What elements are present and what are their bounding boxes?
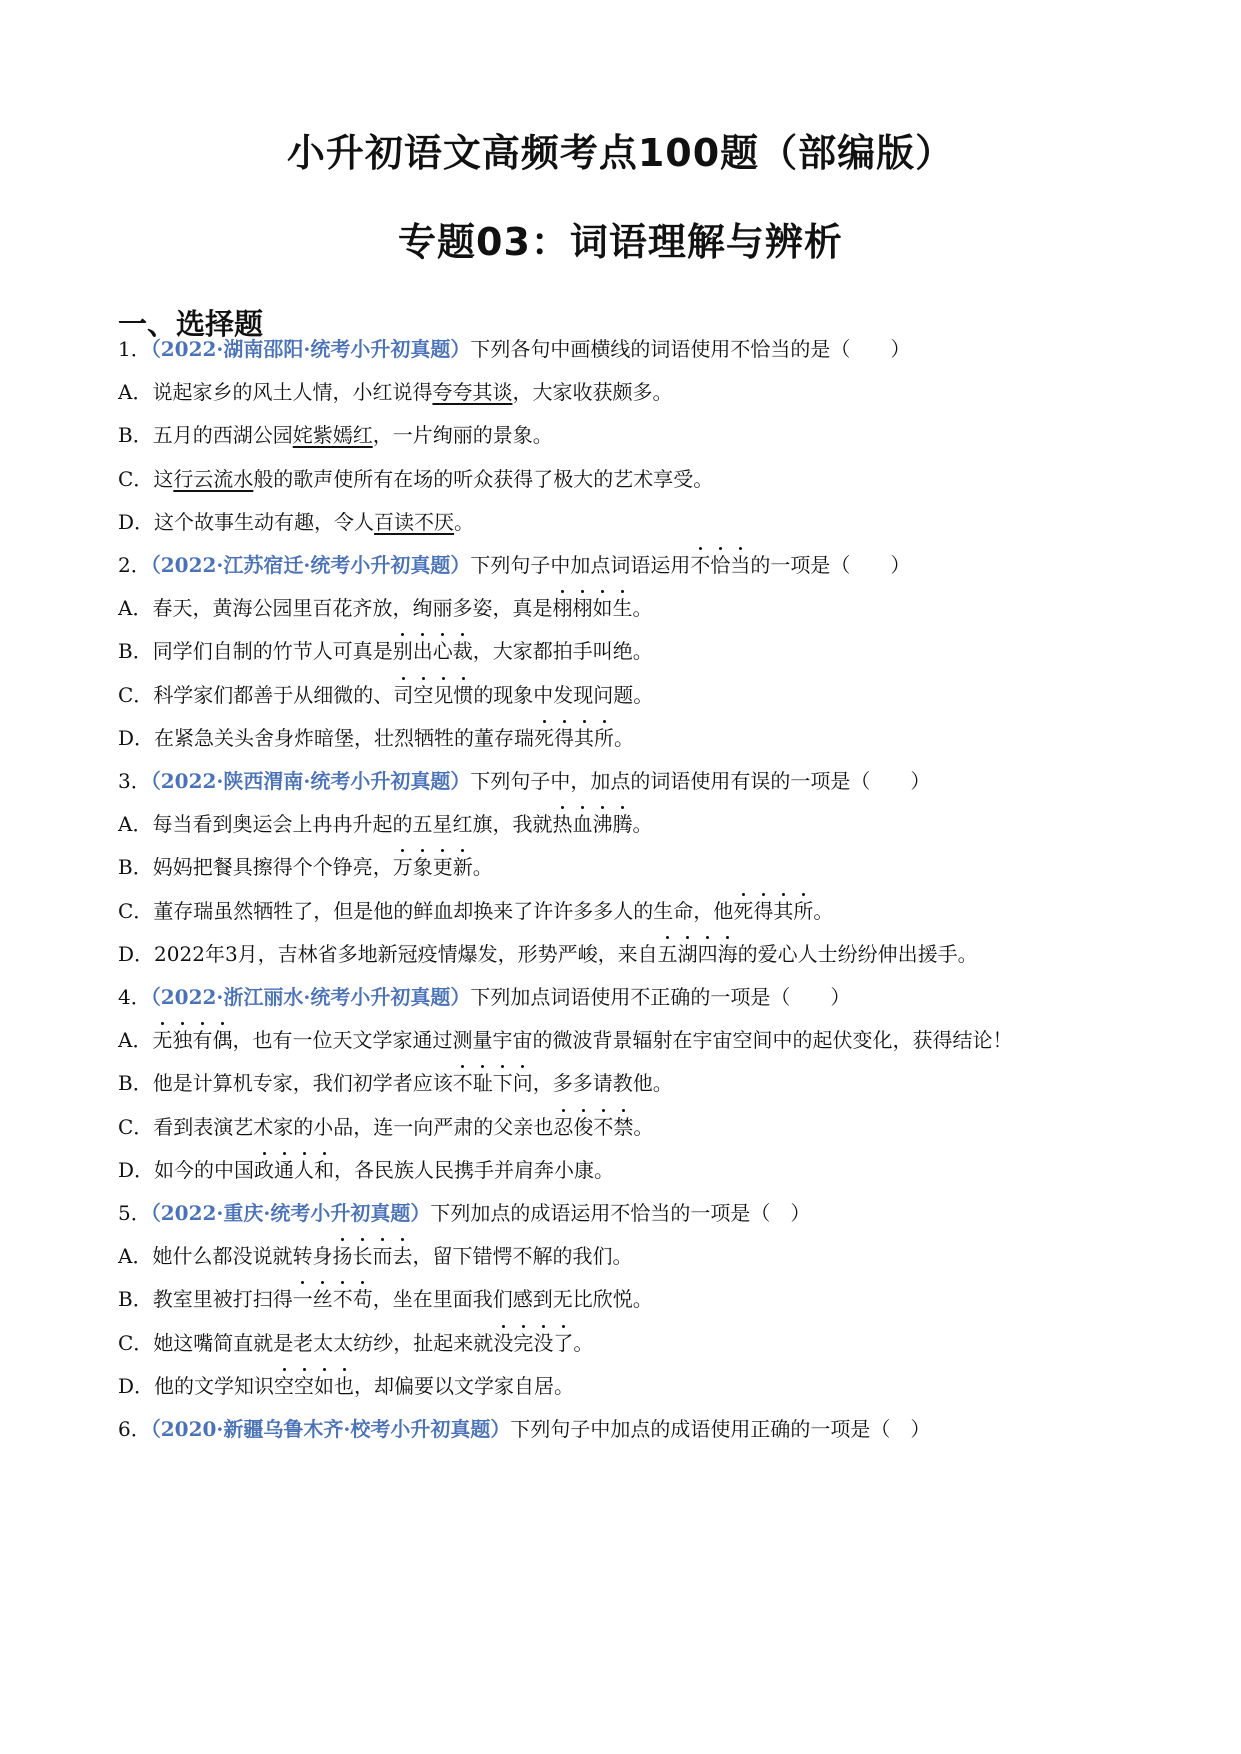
answer-option: [118, 1155, 614, 1185]
answer-option: [118, 680, 653, 710]
question-text: 下列加点词语使用不正确的一项是（ ）: [470, 985, 851, 1009]
emphasis-dot-char: 栩: [552, 596, 573, 621]
answer-option: [118, 377, 672, 407]
answer-option: [118, 636, 653, 666]
emphasis-dot-char: 司: [393, 682, 414, 707]
dotted-phrase: [553, 1115, 633, 1139]
emphasis-dot-char: 万: [392, 855, 413, 880]
answer-option: [118, 1241, 632, 1271]
dotted-phrase: [274, 1374, 354, 1398]
emphasis-dot-char: 俊: [573, 1114, 594, 1139]
emphasis-dot-char: 去: [392, 1244, 413, 1269]
option-label: B．: [118, 855, 153, 880]
option-label: B．: [118, 639, 153, 664]
option-text: 他的文学知识: [154, 1373, 275, 1398]
dotted-phrase: [534, 726, 614, 750]
emphasis-dot-char: 所: [793, 898, 814, 923]
option-label: A．: [118, 380, 153, 405]
option-text: ，各民族人民携手并肩奔小康。: [334, 1157, 615, 1182]
option-text: 董存瑞虽然牺牲了，但是他的鲜血却换来了许许多多人的生命，他: [153, 898, 734, 923]
option-text: ，多多请教他。: [532, 1071, 673, 1096]
option-label: B．: [118, 1071, 153, 1096]
emphasis-dot-char: 恰: [710, 553, 731, 577]
emphasis-dot-char: 空: [274, 1373, 295, 1398]
option-text: 。: [454, 509, 475, 534]
answer-option: [118, 852, 493, 882]
option-label: C．: [118, 682, 154, 707]
emphasis-dot-char: 不: [452, 1071, 473, 1096]
option-text: 说起家乡的风土人情，小红说得: [152, 380, 433, 405]
document-title: 小升初语文高频考点100题（部编版）: [286, 131, 955, 175]
emphasis-dot-char: 苟: [352, 1287, 373, 1312]
document-subtitle: 专题03：词语理解与辨析: [398, 220, 843, 264]
option-text: 的现象中发现问题。: [473, 682, 654, 707]
emphasis-dot-char: 扬: [332, 1244, 353, 1269]
option-text: ，一片绚丽的景象。: [372, 423, 553, 448]
underlined-phrase: 百读不厌: [374, 509, 455, 534]
question-stem: [118, 550, 910, 580]
emphasis-dot-char: 心: [432, 639, 453, 664]
question-stem: [118, 1414, 930, 1444]
question-source: （2022·重庆·统考小升初真题）: [150, 1201, 431, 1225]
option-label: D．: [118, 941, 155, 966]
answer-option: [118, 420, 553, 450]
emphasis-dot-char: 所: [594, 725, 615, 750]
question-source: （2022·陕西渭南·统考小升初真题）: [150, 769, 471, 793]
option-label: C．: [118, 1330, 154, 1355]
option-text: 她这嘴简直就是老太太纺纱，扯起来就: [153, 1330, 494, 1355]
option-text: ，却偏要以文学家自居。: [354, 1373, 575, 1398]
emphasis-dot-char: 独: [172, 1028, 193, 1053]
question-text: 下列各句中画横线的词语使用不恰当的是（ ）: [470, 337, 911, 361]
option-text: 春天，黄海公园里百花齐放，绚丽多姿，真是: [152, 596, 553, 621]
option-text: ，留下错愕不解的我们。: [412, 1244, 633, 1269]
option-text: 。: [614, 725, 635, 750]
emphasis-dot-char: 出: [412, 639, 433, 664]
question-source: （2022·江苏宿迁·统考小升初真题）: [150, 553, 471, 577]
option-text: 。: [573, 1330, 594, 1355]
answer-option: [118, 1068, 673, 1098]
emphasis-dot-char: 别: [392, 639, 413, 664]
emphasis-dot-char: 没: [493, 1330, 514, 1355]
option-text: 每当看到奥运会上冉冉升起的五星红旗，我就: [152, 812, 553, 837]
option-label: A．: [118, 1244, 153, 1269]
emphasis-dot-char: 生: [612, 596, 633, 621]
option-text: 2022年3月，吉林省多地新冠疫情爆发，形势严峻，来自: [154, 941, 658, 966]
option-label: C．: [118, 898, 154, 923]
emphasis-dot-char: 惯: [453, 682, 474, 707]
emphasis-dot-char: 不: [332, 1287, 353, 1312]
emphasis-dot-char: 不: [690, 553, 711, 577]
dotted-phrase: [293, 1287, 373, 1311]
option-text: 同学们自制的竹节人可真是: [152, 639, 393, 664]
option-text: 。: [472, 855, 493, 880]
emphasis-dot-char: 通: [274, 1157, 295, 1182]
question-number: 1．: [118, 337, 151, 361]
dotted-phrase: [552, 596, 632, 620]
emphasis-dot-char: 见: [433, 682, 454, 707]
option-text: 科学家们都善于从细微的、: [153, 682, 394, 707]
emphasis-dot-char: 得: [753, 898, 774, 923]
answer-option: [118, 939, 978, 969]
emphasis-dot-char: 热: [552, 812, 573, 837]
emphasis-dot-char: 完: [513, 1330, 534, 1355]
underlined-phrase: 行云流水: [173, 466, 254, 491]
option-label: A．: [118, 812, 153, 837]
option-text: 。: [632, 812, 653, 837]
emphasis-dot-char: 偶: [212, 1028, 233, 1053]
emphasis-dot-char: 空: [413, 682, 434, 707]
option-text: 如今的中国: [154, 1157, 255, 1182]
question-text: 的一项是（ ）: [750, 553, 911, 577]
emphasis-dot-char: 海: [717, 941, 738, 966]
dotted-phrase: [493, 1331, 573, 1355]
dotted-phrase: [393, 683, 473, 707]
emphasis-dot-char: 和: [314, 1157, 335, 1182]
emphasized-word: [690, 553, 750, 577]
underlined-phrase: 夸夸其谈: [432, 380, 513, 405]
option-text: ，大家都拍手叫绝。: [472, 639, 653, 664]
dotted-phrase: [658, 942, 738, 966]
emphasis-dot-char: 政: [254, 1157, 275, 1182]
option-text: 他是计算机专家，我们初学者应该: [152, 1071, 453, 1096]
emphasis-dot-char: 空: [294, 1373, 315, 1398]
option-label: C．: [118, 466, 154, 491]
question-stem: [118, 766, 930, 796]
option-text: 。: [813, 898, 834, 923]
emphasis-dot-char: 问: [512, 1071, 533, 1096]
emphasis-dot-char: 耻: [472, 1071, 493, 1096]
emphasis-dot-char: 而: [372, 1244, 393, 1269]
option-label: A．: [118, 596, 153, 621]
question-number: 6．: [118, 1417, 151, 1441]
option-text: 妈妈把餐具擦得个个铮亮，: [152, 855, 393, 880]
emphasis-dot-char: 一: [292, 1287, 313, 1312]
emphasis-dot-char: 栩: [572, 596, 593, 621]
answer-option: [118, 464, 713, 494]
question-source: （2022·浙江丽水·统考小升初真题）: [150, 985, 471, 1009]
question-stem: [118, 982, 850, 1012]
option-text: 看到表演艺术家的小品，连一向严肃的父亲也: [153, 1114, 554, 1139]
answer-option: [118, 723, 634, 753]
emphasis-dot-char: 有: [192, 1028, 213, 1053]
option-text: 这: [153, 466, 174, 491]
answer-option: [118, 896, 833, 926]
dotted-phrase: [332, 1244, 412, 1268]
emphasis-dot-char: 如: [314, 1373, 335, 1398]
question-text: 下列加点的成语运用不恰当的一项是（ ）: [430, 1201, 811, 1225]
option-label: A．: [118, 1028, 153, 1053]
question-text: 下列句子中加点词语运用: [470, 553, 691, 577]
option-text: 。: [632, 596, 653, 621]
dotted-phrase: [152, 1028, 232, 1052]
emphasis-dot-char: 禁: [613, 1114, 634, 1139]
option-text: ，也有一位天文学家通过测量宇宙的微波背景辐射在宇宙空间中的起伏变化，获得结论！: [232, 1028, 1013, 1053]
emphasis-dot-char: 丝: [312, 1287, 333, 1312]
emphasis-dot-char: 湖: [677, 941, 698, 966]
question-text: 下列句子中，加点的词语使用有误的一项是（ ）: [470, 769, 931, 793]
question-text: 下列句子中加点的成语使用正确的一项是（ ）: [510, 1417, 931, 1441]
emphasis-dot-char: 更: [432, 855, 453, 880]
emphasis-dot-char: 新: [452, 855, 473, 880]
question-number: 2．: [118, 553, 151, 577]
option-text: 她什么都没说就转身: [152, 1244, 333, 1269]
option-label: D．: [118, 1373, 155, 1398]
option-text: 教室里被打扫得: [152, 1287, 293, 1312]
answer-option: [118, 809, 652, 839]
answer-option: [118, 507, 474, 537]
option-text: 五月的西湖公园: [152, 423, 293, 448]
question-source: （2022·湖南邵阳·统考小升初真题）: [150, 337, 471, 361]
emphasis-dot-char: 五: [657, 941, 678, 966]
emphasis-dot-char: 四: [697, 941, 718, 966]
emphasis-dot-char: 得: [554, 725, 575, 750]
emphasis-dot-char: 了: [553, 1330, 574, 1355]
dotted-phrase: [453, 1071, 533, 1095]
option-label: B．: [118, 1287, 153, 1312]
emphasis-dot-char: 沸: [592, 812, 613, 837]
question-number: 4．: [118, 985, 151, 1009]
emphasis-dot-char: 其: [773, 898, 794, 923]
emphasis-dot-char: 腾: [612, 812, 633, 837]
underlined-phrase: 姹紫嫣红: [292, 423, 373, 448]
answer-option: [118, 593, 652, 623]
question-source: （2020·新疆乌鲁木齐·校考小升初真题）: [150, 1417, 511, 1441]
answer-option: [118, 1112, 653, 1142]
question-stem: [118, 1198, 810, 1228]
emphasis-dot-char: 无: [152, 1028, 173, 1053]
emphasis-dot-char: 人: [294, 1157, 315, 1182]
emphasis-dot-char: 忍: [553, 1114, 574, 1139]
option-text: 。: [633, 1114, 654, 1139]
option-text: 般的歌声使所有在场的听众获得了极大的艺术享受。: [253, 466, 714, 491]
emphasis-dot-char: 象: [412, 855, 433, 880]
answer-option: [118, 1328, 593, 1358]
dotted-phrase: [733, 899, 813, 923]
emphasis-dot-char: 如: [592, 596, 613, 621]
dotted-phrase: [393, 855, 473, 879]
emphasis-dot-char: 下: [492, 1071, 513, 1096]
emphasis-dot-char: 死: [534, 725, 555, 750]
option-text: ，坐在里面我们感到无比欣悦。: [372, 1287, 653, 1312]
option-label: D．: [118, 725, 155, 750]
option-text: 的爱心人士纷纷伸出援手。: [737, 941, 978, 966]
dotted-phrase: [393, 639, 473, 663]
emphasis-dot-char: 当: [730, 553, 751, 577]
emphasis-dot-char: 不: [593, 1114, 614, 1139]
answer-option: [118, 1371, 574, 1401]
option-label: D．: [118, 509, 155, 534]
option-label: B．: [118, 423, 153, 448]
emphasis-dot-char: 死: [733, 898, 754, 923]
option-text: 在紧急关头舍身炸暗堡，壮烈牺牲的董存瑞: [154, 725, 535, 750]
answer-option: [118, 1025, 1012, 1055]
emphasis-dot-char: 也: [334, 1373, 355, 1398]
emphasis-dot-char: 其: [574, 725, 595, 750]
emphasis-dot-char: 裁: [452, 639, 473, 664]
dotted-phrase: [254, 1158, 334, 1182]
option-label: C．: [118, 1114, 154, 1139]
option-text: 这个故事生动有趣，令人: [154, 509, 375, 534]
question-stem: [118, 334, 910, 364]
answer-option: [118, 1284, 653, 1314]
question-number: 3．: [118, 769, 151, 793]
option-label: D．: [118, 1157, 155, 1182]
section-heading: 一、选择题: [118, 307, 264, 341]
option-text: ，大家收获颇多。: [512, 380, 673, 405]
emphasis-dot-char: 血: [572, 812, 593, 837]
question-number: 5．: [118, 1201, 151, 1225]
dotted-phrase: [552, 812, 632, 836]
emphasis-dot-char: 长: [352, 1244, 373, 1269]
emphasis-dot-char: 没: [533, 1330, 554, 1355]
